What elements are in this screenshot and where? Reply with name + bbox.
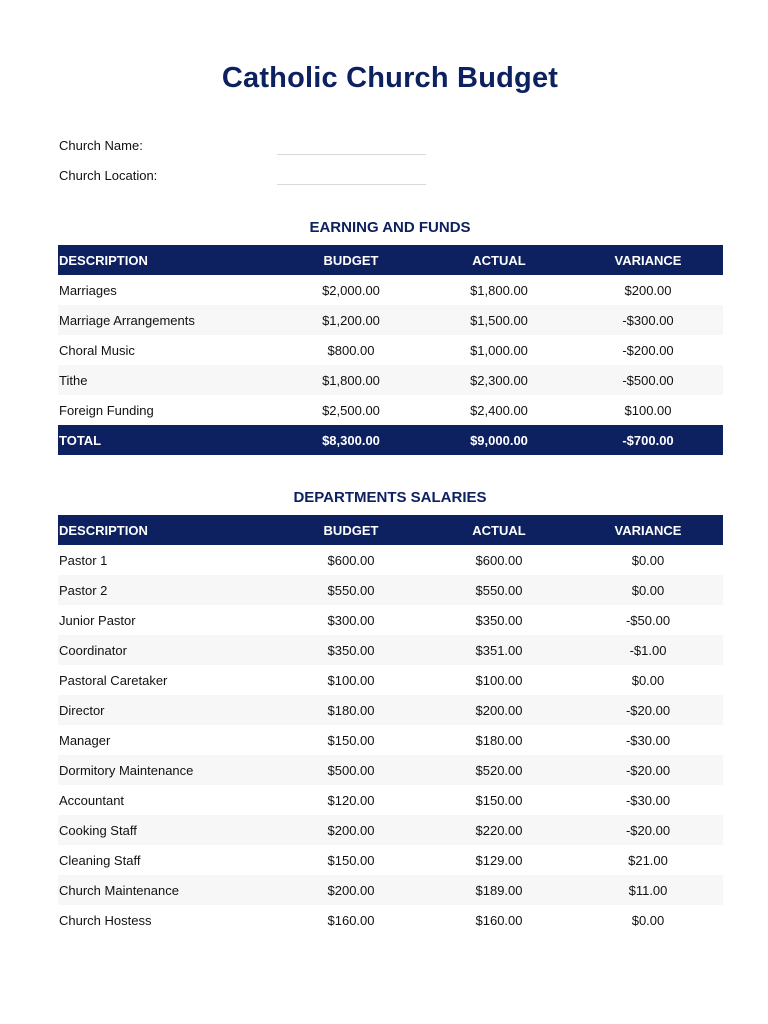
row-actual: $1,000.00: [470, 342, 528, 358]
row-variance: $0.00: [631, 552, 665, 568]
row-budget: $100.00: [327, 672, 375, 688]
row-actual: $2,300.00: [470, 372, 528, 388]
row-actual: $600.00: [475, 552, 523, 568]
column-header-actual: ACTUAL: [472, 522, 526, 538]
table-row: [58, 365, 723, 395]
table-row: [58, 695, 723, 725]
row-actual: $520.00: [475, 762, 523, 778]
row-budget: $160.00: [327, 912, 375, 928]
row-variance: $200.00: [624, 282, 672, 298]
column-header-budget: BUDGET: [323, 522, 379, 538]
row-budget: $1,200.00: [322, 312, 380, 328]
row-variance: -$300.00: [622, 312, 674, 328]
row-budget: $150.00: [327, 852, 375, 868]
row-actual: $200.00: [475, 702, 523, 718]
column-header-variance: VARIANCE: [614, 252, 682, 268]
row-description: Church Maintenance: [59, 882, 179, 898]
column-header-description: DESCRIPTION: [59, 252, 148, 268]
column-header-description: DESCRIPTION: [59, 522, 148, 538]
church-name-label: Church Name:: [59, 138, 143, 153]
row-description: Cooking Staff: [59, 822, 137, 838]
row-variance: -$30.00: [625, 732, 671, 748]
row-variance: $11.00: [628, 882, 668, 898]
row-description: Foreign Funding: [59, 402, 154, 418]
row-description: Marriage Arrangements: [59, 312, 195, 328]
row-actual: $150.00: [475, 792, 523, 808]
row-actual: $160.00: [475, 912, 523, 928]
row-variance: $21.00: [628, 852, 668, 868]
row-variance: -$20.00: [625, 822, 671, 838]
total-actual: $9,000.00: [470, 432, 528, 448]
table-row: [58, 635, 723, 665]
row-description: Accountant: [59, 792, 125, 808]
page-title: Catholic Church Budget: [221, 62, 559, 94]
row-variance: $0.00: [631, 672, 665, 688]
row-description: Church Hostess: [59, 912, 152, 928]
table-row: [58, 725, 723, 755]
row-variance: -$50.00: [625, 612, 671, 628]
row-actual: $189.00: [475, 882, 523, 898]
row-variance: -$1.00: [629, 642, 667, 658]
row-budget: $200.00: [327, 882, 375, 898]
row-variance: -$20.00: [625, 702, 671, 718]
row-actual: $1,800.00: [470, 282, 528, 298]
salaries-table-header: [58, 515, 723, 545]
table-row: [58, 875, 723, 905]
row-budget: $200.00: [327, 822, 375, 838]
earnings-total-row: [58, 425, 723, 455]
row-actual: $2,400.00: [470, 402, 528, 418]
table-row: [58, 335, 723, 365]
table-row: [58, 305, 723, 335]
row-actual: $100.00: [475, 672, 523, 688]
earnings-table-header: [58, 245, 723, 275]
total-budget: $8,300.00: [322, 432, 380, 448]
table-row: [58, 755, 723, 785]
row-budget: $500.00: [327, 762, 375, 778]
table-row: [58, 815, 723, 845]
table-row: [58, 605, 723, 635]
row-budget: $300.00: [327, 612, 375, 628]
row-budget: $150.00: [327, 732, 375, 748]
row-actual: $180.00: [475, 732, 523, 748]
row-variance: $0.00: [631, 582, 665, 598]
row-actual: $550.00: [475, 582, 523, 598]
row-description: Junior Pastor: [59, 612, 136, 628]
church-name-field[interactable]: [277, 140, 426, 155]
table-row: [58, 575, 723, 605]
total-variance: -$700.00: [622, 432, 674, 448]
row-description: Coordinator: [59, 642, 127, 658]
row-budget: $350.00: [327, 642, 375, 658]
row-description: Manager: [59, 732, 111, 748]
row-budget: $2,500.00: [322, 402, 380, 418]
row-budget: $600.00: [327, 552, 375, 568]
table-row: [58, 545, 723, 575]
salaries-table: [58, 515, 723, 935]
row-description: Choral Music: [59, 342, 135, 358]
row-description: Director: [59, 702, 105, 718]
row-budget: $800.00: [327, 342, 375, 358]
row-budget: $2,000.00: [322, 282, 380, 298]
column-header-budget: BUDGET: [323, 252, 379, 268]
row-description: Pastoral Caretaker: [59, 672, 168, 688]
row-actual: $129.00: [475, 852, 523, 868]
row-description: Pastor 1: [59, 552, 108, 568]
row-actual: $351.00: [475, 642, 523, 658]
row-variance: -$20.00: [625, 762, 671, 778]
table-row: [58, 845, 723, 875]
table-row: [58, 275, 723, 305]
row-variance: -$200.00: [622, 342, 674, 358]
column-header-variance: VARIANCE: [614, 522, 682, 538]
church-location-field[interactable]: [277, 170, 426, 185]
table-row: [58, 395, 723, 425]
row-actual: $1,500.00: [470, 312, 528, 328]
row-description: Tithe: [59, 372, 88, 388]
row-actual: $350.00: [475, 612, 523, 628]
total-label: TOTAL: [59, 432, 102, 448]
row-variance: $0.00: [631, 912, 665, 928]
row-budget: $1,800.00: [322, 372, 380, 388]
church-location-label: Church Location:: [59, 168, 158, 183]
row-budget: $120.00: [327, 792, 375, 808]
row-description: Marriages: [59, 282, 117, 298]
row-description: Dormitory Maintenance: [59, 762, 194, 778]
row-budget: $550.00: [327, 582, 375, 598]
earnings-table: [58, 245, 723, 455]
row-description: Pastor 2: [59, 582, 108, 598]
row-budget: $180.00: [327, 702, 375, 718]
table-row: [58, 905, 723, 935]
table-row: [58, 665, 723, 695]
table-row: [58, 785, 723, 815]
row-description: Cleaning Staff: [59, 852, 141, 868]
row-variance: -$30.00: [625, 792, 671, 808]
salaries-section-title: DEPARTMENTS SALARIES: [293, 489, 487, 506]
row-variance: -$500.00: [622, 372, 674, 388]
column-header-actual: ACTUAL: [472, 252, 526, 268]
row-actual: $220.00: [475, 822, 523, 838]
earnings-section-title: EARNING AND FUNDS: [309, 219, 471, 236]
row-variance: $100.00: [624, 402, 672, 418]
